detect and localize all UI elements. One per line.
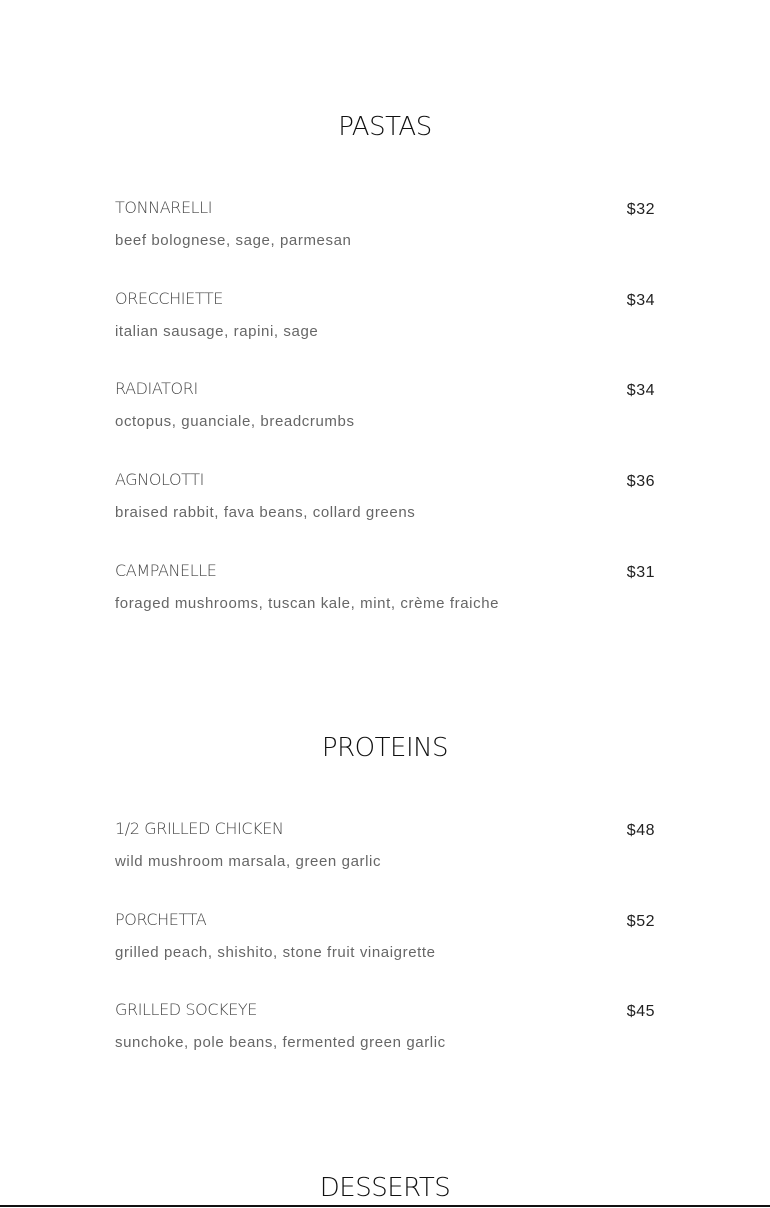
item-description: sunchoke, pole beans, fermented green garlic [115, 1034, 446, 1051]
item-price: $32 [626, 201, 655, 218]
menu-item-radiatori [115, 380, 655, 440]
item-price: $34 [626, 382, 655, 399]
item-name: TONNARELLI [115, 198, 213, 217]
item-name: PORCHETTA [115, 910, 207, 929]
item-name: AGNOLOTTI [115, 470, 204, 489]
menu-item-porchetta [115, 911, 655, 971]
item-name: RADIATORI [115, 379, 198, 398]
item-price: $52 [626, 913, 655, 930]
menu-item-campanelle [115, 562, 655, 622]
item-description: foraged mushrooms, tuscan kale, mint, crème fraiche [115, 595, 500, 612]
item-name: CAMPANELLE [115, 561, 217, 580]
section-title-pastas: PASTAS [338, 112, 432, 142]
bottom-divider [0, 1205, 770, 1207]
item-description: italian sausage, rapini, sage [115, 323, 319, 340]
item-description: grilled peach, shishito, stone fruit vinaigrette [115, 944, 436, 961]
menu-item-grilled-chicken [115, 820, 655, 880]
menu-item-agnolotti [115, 471, 655, 531]
item-description: wild mushroom marsala, green garlic [115, 853, 382, 870]
menu-item-tonnarelli [115, 199, 655, 259]
menu-item-orecchiette [115, 290, 655, 350]
item-description: octopus, guanciale, breadcrumbs [115, 413, 355, 430]
item-name: 1/2 GRILLED CHICKEN [115, 819, 284, 838]
item-description: beef bolognese, sage, parmesan [115, 232, 352, 249]
section-title-desserts: DESSERTS [319, 1173, 451, 1203]
item-name: ORECCHIETTE [115, 289, 223, 308]
item-price: $34 [626, 292, 655, 309]
section-title-proteins: PROTEINS [321, 733, 449, 763]
item-price: $48 [626, 822, 655, 839]
item-name: GRILLED SOCKEYE [115, 1000, 257, 1019]
menu-item-grilled-sockeye [115, 1001, 655, 1061]
item-price: $31 [626, 564, 655, 581]
item-description: braised rabbit, fava beans, collard greens [115, 504, 416, 521]
item-price: $45 [626, 1003, 655, 1020]
item-price: $36 [626, 473, 655, 490]
